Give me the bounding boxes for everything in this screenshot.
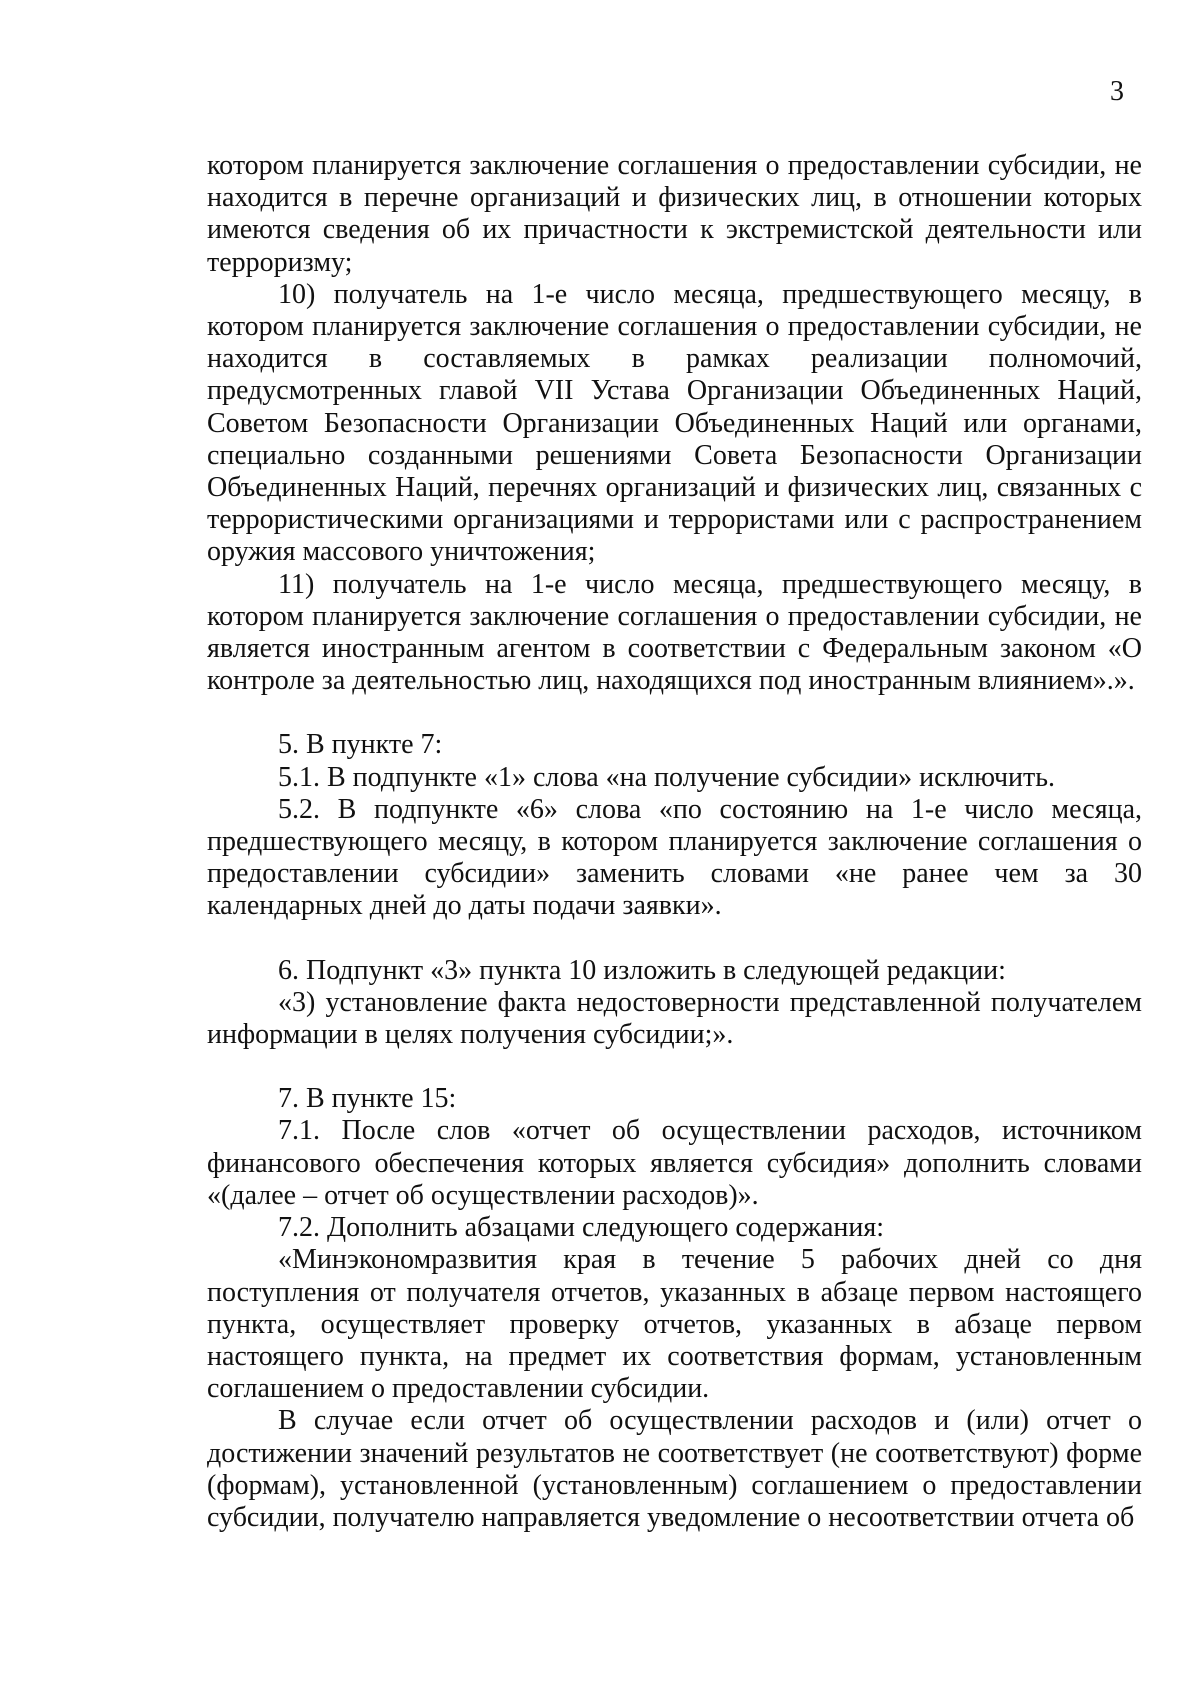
paragraph-5-2: 5.2. В подпункте «6» слова «по состоянию на 1-е число месяца, предшествующего месяцу, в котором планируется заключение соглашения о предоставлении субсидии» заменить словами «не ранее чем за 30 календарных дней до даты подачи заявки». xyxy=(207,793,1142,922)
paragraph-6-text: «3) установление факта недостоверности представленной получателем информации в целях получения субсидии;». xyxy=(207,986,1142,1051)
section-7-heading: 7. В пункте 15: xyxy=(278,1083,457,1115)
document-body xyxy=(207,150,1142,1534)
paragraph-7-1: 7.1. После слов «отчет об осуществлении расходов, источником финансового обеспечения которых является субсидия» дополнить словами «(далее – отчет об осуществлении расходов)». xyxy=(207,1115,1142,1211)
paragraph-7-2-text-a: «Минэкономразвития края в течение 5 рабочих дней со дня поступления от получателя отчетов, указанных в абзаце первом настоящего пункта, осуществляет проверку отчетов, указанных в абзаце первом настоящего пункта, на предмет их соответствия формам, установленным соглашением о предоставлении субсидии. xyxy=(207,1244,1142,1405)
paragraph-7-2: 7.2. Дополнить абзацами следующего содержания: xyxy=(278,1212,885,1244)
section-5-heading: 5. В пункте 7: xyxy=(278,729,443,761)
paragraph-continuation: котором планируется заключение соглашения о предоставлении субсидии, не находится в перечне организаций и физических лиц, в отношении которых имеются сведения об их причастности к экстремистской деятельности или терроризму; xyxy=(207,150,1142,278)
page-number: 3 xyxy=(1110,76,1124,107)
paragraph-7-2-text-b: В случае если отчет об осуществлении расходов и (или) отчет о достижении значений результатов не соответствует (не соответствуют) форме (формам), установленной (установленным) соглашением о предоставлении субсидии, получателю направляется уведомление о несоответствии отчета об xyxy=(207,1405,1142,1533)
paragraph-item-10: 10) получатель на 1-е число месяца, предшествующего месяцу, в котором планируется заключение соглашения о предоставлении субсидии, не находится в составляемых в рамках реализации полномочий, предусмотренных главой VII Устава Организации Объединенных Наций, Советом Безопасности Организации Объединенных Наций или органами, специально созданными решениями Совета Безопасности Организации Объединенных Наций, перечнях организаций и физических лиц, связанных с террористическими организациями и террористами или с распространением оружия массового уничтожения; xyxy=(207,278,1142,568)
section-6-heading: 6. Подпункт «3» пункта 10 изложить в следующей редакции: xyxy=(278,954,1006,986)
paragraph-item-11: 11) получатель на 1-е число месяца, предшествующего месяцу, в котором планируется заключение соглашения о предоставлении субсидии, не является иностранным агентом в соответствии с Федеральным законом «О контроле за деятельностью лиц, находящихся под иностранным влиянием».». xyxy=(207,568,1142,697)
paragraph-5-1: 5.1. В подпункте «1» слова «на получение субсидии» исключить. xyxy=(278,761,1056,793)
